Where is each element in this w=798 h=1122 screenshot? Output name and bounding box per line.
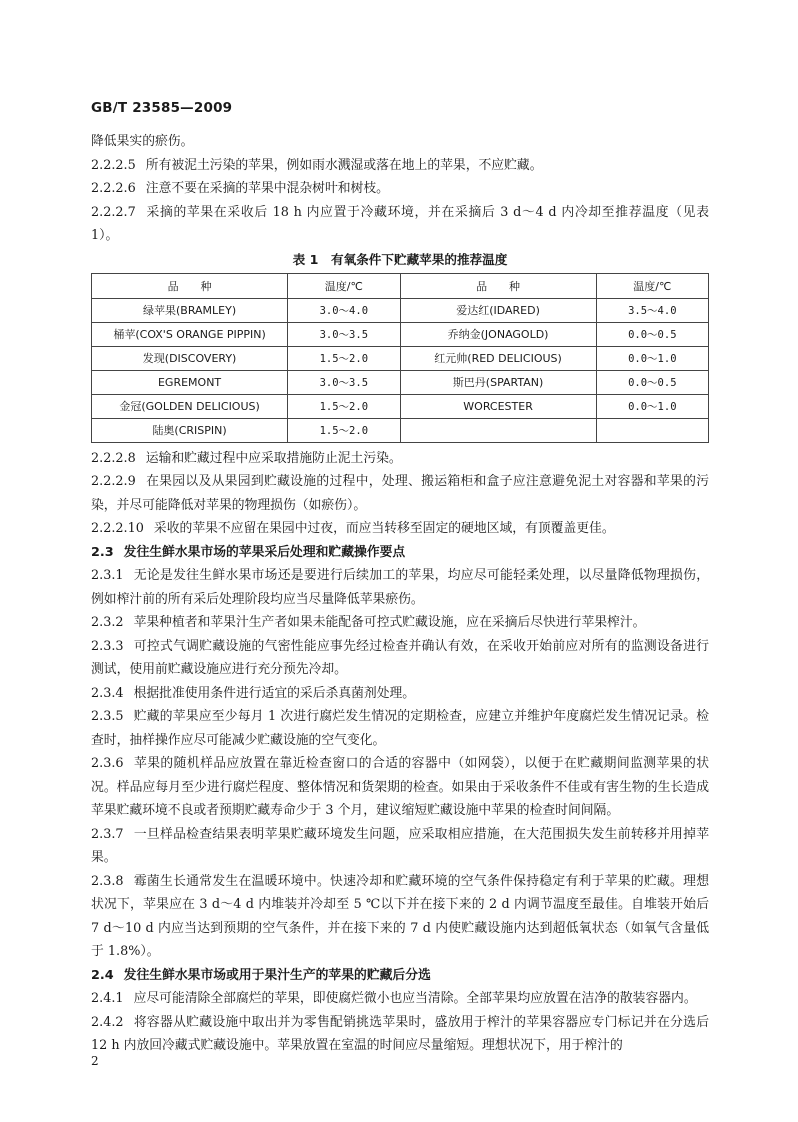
column-header-temperature-left: 温度/℃ xyxy=(288,273,400,298)
table-row xyxy=(92,346,709,370)
temperature-cell: 3.0～3.5 xyxy=(288,370,400,394)
temperature-cell: 1.5～2.0 xyxy=(288,418,400,442)
variety-cell: 斯巴丹(SPARTAN) xyxy=(400,370,596,394)
clause-text: 注意不要在采摘的苹果中混杂树叶和树枝。 xyxy=(145,181,389,196)
clause-paragraph xyxy=(91,987,709,1011)
clause-paragraph xyxy=(91,611,709,635)
variety-cell: 桶苹(COX'S ORANGE PIPPIN) xyxy=(92,322,288,346)
clause-paragraph xyxy=(91,682,709,706)
paragraphs-after-table xyxy=(91,447,709,1058)
page-number: 2 xyxy=(91,1054,99,1068)
clause-number: 2.3.3 xyxy=(91,638,124,654)
column-header-temperature-right: 温度/℃ xyxy=(596,273,708,298)
clause-paragraph xyxy=(91,564,709,611)
variety-cell: 红元帅(RED DELICIOUS) xyxy=(400,346,596,370)
clause-number: 2.2.2.10 xyxy=(91,521,144,536)
variety-cell xyxy=(400,418,596,442)
clause-number: 2.3.4 xyxy=(91,685,124,701)
table-row xyxy=(92,298,709,322)
clause-text: 降低果实的瘀伤。 xyxy=(91,134,194,149)
table-row xyxy=(92,370,709,394)
variety-cell: 发现(DISCOVERY) xyxy=(92,346,288,370)
clause-text: 发往生鲜水果市场或用于果汁生产的苹果的贮藏后分选 xyxy=(123,967,431,983)
clause-text: 苹果种植者和苹果汁生产者如果未能配备可控式贮藏设施，应在采摘后尽快进行苹果榨汁。 xyxy=(133,615,646,630)
temperature-cell: 1.5～2.0 xyxy=(288,394,400,418)
clause-number: 2.2.2.5 xyxy=(91,157,136,173)
clause-number: 2.3.5 xyxy=(91,709,124,724)
clause-number: 2.2.2.8 xyxy=(91,450,136,466)
table-body xyxy=(92,298,709,442)
clause-paragraph xyxy=(91,1011,709,1058)
clause-paragraph xyxy=(91,635,709,682)
temperature-cell: 1.5～2.0 xyxy=(288,346,400,370)
clause-paragraph xyxy=(91,447,709,471)
clause-number: 2.3 xyxy=(91,544,114,560)
clause-text: 发往生鲜水果市场的苹果采后处理和贮藏操作要点 xyxy=(123,544,406,560)
clause-text: 采摘的苹果在采收后 18 h 内应置于冷藏环境，并在采摘后 3 d～4 d 内冷却至推荐温度（见表 1）。 xyxy=(91,204,709,243)
clause-paragraph xyxy=(91,705,709,752)
temperature-cell: 0.0～0.5 xyxy=(596,322,708,346)
column-header-variety-left: 品 种 xyxy=(92,273,288,298)
clause-text: 所有被泥土污染的苹果，例如雨水溅湿或落在地上的苹果，不应贮藏。 xyxy=(145,157,543,173)
clause-number: 2.2.2.6 xyxy=(91,181,136,196)
temperature-cell xyxy=(596,418,708,442)
variety-cell: 金冠(GOLDEN DELICIOUS) xyxy=(92,394,288,418)
clause-text: 应尽可能清除全部腐烂的苹果，即使腐烂微小也应当清除。全部苹果均应放置在洁净的散装容器内。 xyxy=(133,991,697,1006)
clause-paragraph xyxy=(91,870,709,964)
clause-paragraph xyxy=(91,517,709,541)
column-header-variety-right: 品 种 xyxy=(400,273,596,298)
clause-text: 可控式气调贮藏设施的气密性能应事先经过检查并确认有效，在采收开始前应对所有的监测设备进行测试，使用前贮藏设施应进行充分预先冷却。 xyxy=(91,638,709,677)
clause-number: 2.2.2.9 xyxy=(91,474,136,489)
clause-paragraph xyxy=(91,752,709,823)
clause-paragraph xyxy=(91,154,709,178)
clause-paragraph xyxy=(91,177,709,201)
temperature-cell: 3.0～4.0 xyxy=(288,298,400,322)
variety-cell: EGREMONT xyxy=(92,370,288,394)
clause-paragraph xyxy=(91,201,709,248)
clause-text: 苹果的随机样品应放置在靠近检查窗口的合适的容器中（如网袋），以便于在贮藏期间监测苹果的状况。样品应每月至少进行腐烂程度、整体情况和货架期的检查。如果由于采收条件不佳或有害生物的生长造成苹果贮藏环境不良或者预期贮藏寿命少于 3 个月，建议缩短贮藏设施中苹果的检查时间间隔。 xyxy=(91,756,709,818)
variety-cell: 陆奥(CRISPIN) xyxy=(92,418,288,442)
table-row xyxy=(92,394,709,418)
clause-number: 2.3.7 xyxy=(91,826,124,842)
clause-number: 2.2.2.7 xyxy=(91,204,136,220)
clause-number: 2.4.2 xyxy=(91,1014,124,1030)
table-header-row xyxy=(92,273,709,298)
clause-paragraph xyxy=(91,823,709,870)
temperature-cell: 3.0～3.5 xyxy=(288,322,400,346)
temperature-cell: 0.0～1.0 xyxy=(596,346,708,370)
temperature-cell: 3.5～4.0 xyxy=(596,298,708,322)
clause-text: 根据批准使用条件进行适宜的采后杀真菌剂处理。 xyxy=(133,685,416,701)
standard-code-header: GB/T 23585—2009 xyxy=(91,100,233,116)
section-heading xyxy=(91,964,709,988)
table-row xyxy=(92,322,709,346)
variety-cell: 绿苹果(BRAMLEY) xyxy=(92,298,288,322)
clause-paragraph xyxy=(91,130,709,154)
clause-text: 在果园以及从果园到贮藏设施的过程中，处理、搬运箱柜和盒子应注意避免泥土对容器和苹果的污染，并尽可能降低对苹果的物理损伤（如瘀伤）。 xyxy=(91,474,709,513)
clause-number: 2.4 xyxy=(91,967,114,983)
paragraphs-before-table xyxy=(91,130,709,248)
clause-number: 2.3.1 xyxy=(91,568,124,583)
clause-text: 一旦样品检查结果表明苹果贮藏环境发生问题，应采取相应措施，在大范围损失发生前转移并用掉苹果。 xyxy=(91,826,709,865)
section-heading xyxy=(91,541,709,565)
variety-cell: 乔纳金(JONAGOLD) xyxy=(400,322,596,346)
temperature-cell: 0.0～1.0 xyxy=(596,394,708,418)
table-row xyxy=(92,418,709,442)
clause-text: 贮藏的苹果应至少每月 1 次进行腐烂发生情况的定期检查，应建立并维护年度腐烂发生情况记录。检查时，抽样操作应尽可能减少贮藏设施的空气变化。 xyxy=(91,709,709,748)
clause-text: 霉菌生长通常发生在温暖环境中。快速冷却和贮藏环境的空气条件保持稳定有利于苹果的贮藏。理想状况下，苹果应在 3 d～4 d 内堆装并冷却至 5 ℃以下并在接下来的 2 d 内调节温度至最佳。自堆装开始后 7 d～10 d 内应当达到预期的空气条件，并在接下来的 7 d 内使贮藏设施内达到超低氧状态（如氧气含量低于 1.8%）。 xyxy=(91,873,709,959)
clause-number: 2.3.6 xyxy=(91,756,124,771)
table-caption: 表 1 有氧条件下贮藏苹果的推荐温度 xyxy=(292,251,508,267)
variety-cell: 爱达红(IDARED) xyxy=(400,298,596,322)
temperature-table xyxy=(91,273,709,443)
clause-text: 采收的苹果不应留在果园中过夜，而应当转移至固定的硬地区域，有顶覆盖更佳。 xyxy=(153,521,615,536)
clause-text: 将容器从贮藏设施中取出并为零售配销挑选苹果时，盛放用于榨汁的苹果容器应专门标记并在分选后 12 h 内放回冷藏式贮藏设施中。苹果放置在室温的时间应尽量缩短。理想状况下，用于榨汁的 xyxy=(91,1014,709,1053)
temperature-cell: 0.0～0.5 xyxy=(596,370,708,394)
clause-number: 2.3.2 xyxy=(91,615,124,630)
clause-text: 运输和贮藏过程中应采取措施防止泥土污染。 xyxy=(145,450,402,466)
variety-cell: WORCESTER xyxy=(400,394,596,418)
clause-number: 2.3.8 xyxy=(91,873,124,889)
clause-paragraph xyxy=(91,470,709,517)
clause-number: 2.4.1 xyxy=(91,991,124,1006)
document-body xyxy=(91,130,709,1058)
clause-text: 无论是发往生鲜水果市场还是要进行后续加工的苹果，均应尽可能轻柔处理，以尽量降低物理损伤，例如榨汁前的所有采后处理阶段均应当尽量降低苹果瘀伤。 xyxy=(91,568,709,607)
